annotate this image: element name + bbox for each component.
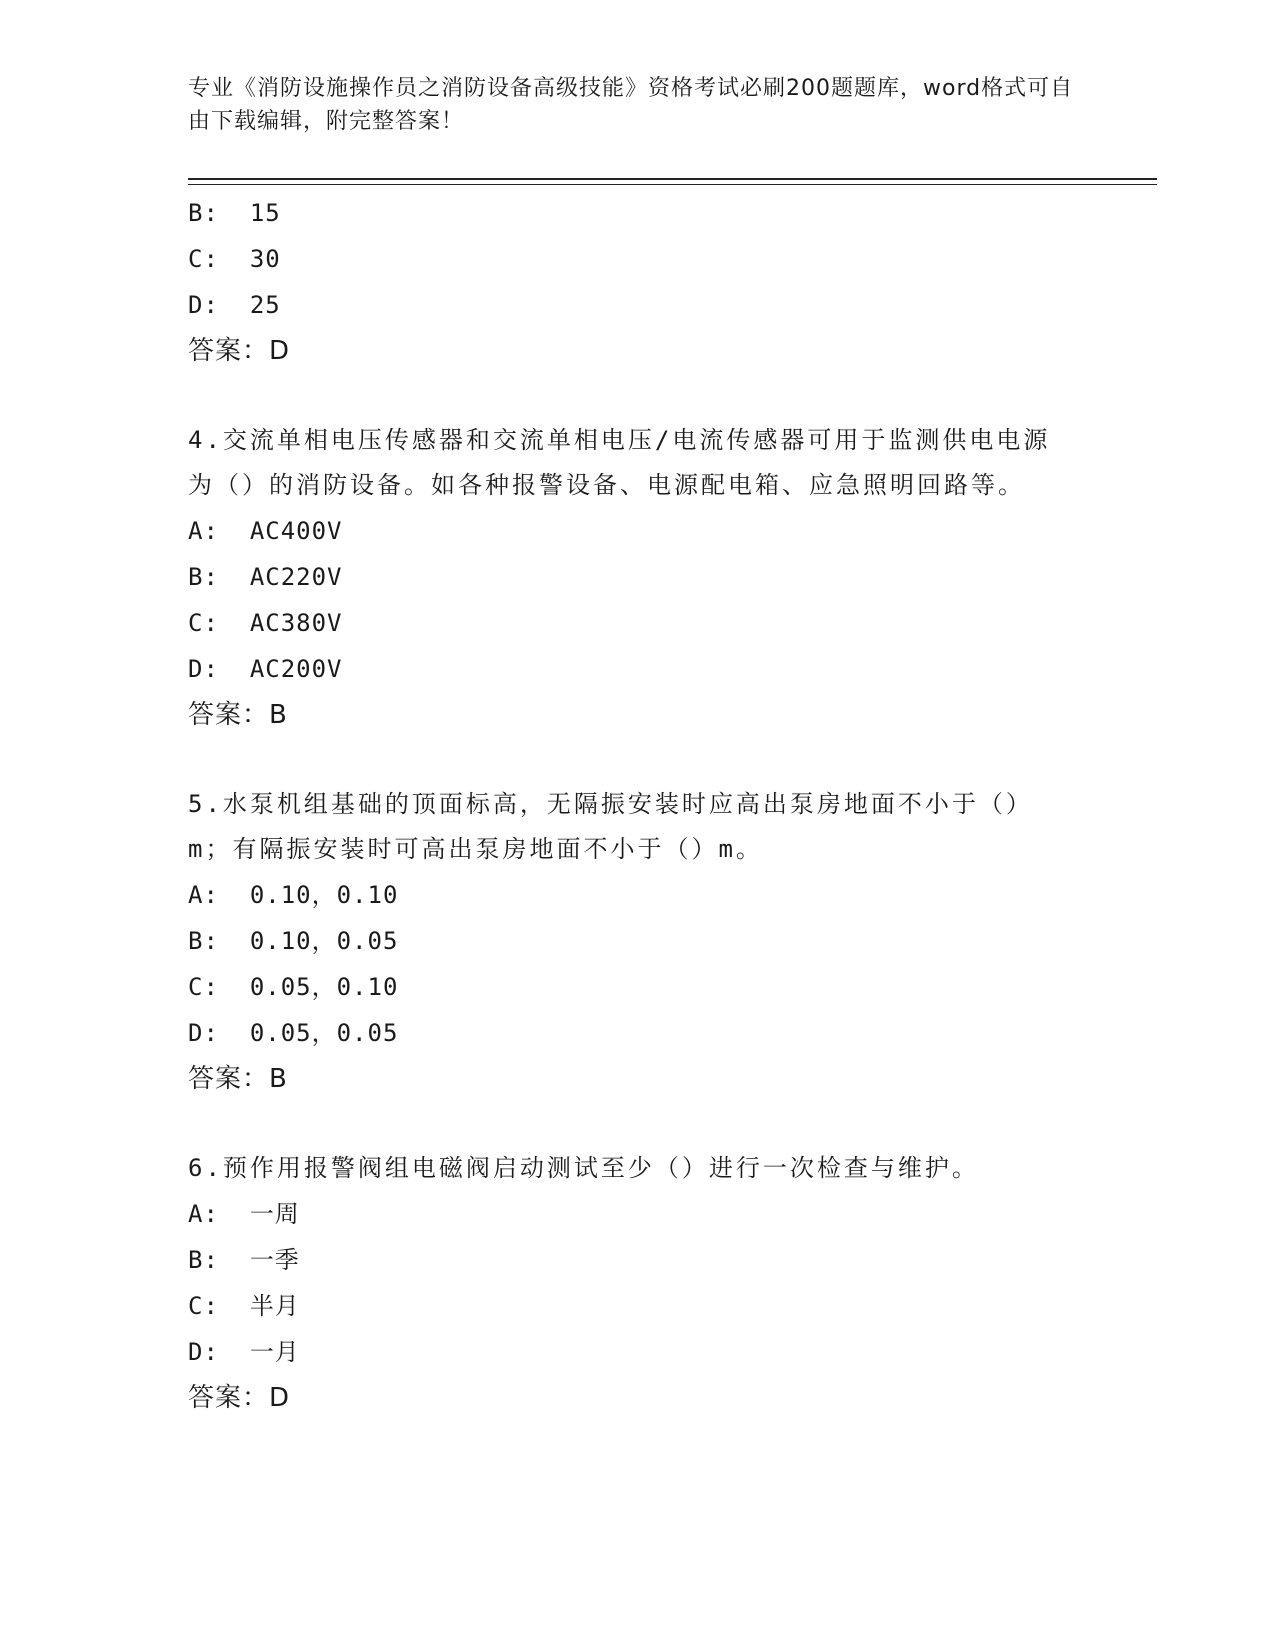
- option-a: A: 一周: [188, 1200, 300, 1228]
- question-list: [188, 190, 1088, 1421]
- answer-line: 答案：B: [188, 700, 288, 730]
- option-c: C: 半月: [188, 1292, 300, 1320]
- question-5: [188, 782, 1088, 1102]
- option-b: B: 一季: [188, 1246, 300, 1274]
- option-b: B: 0.10，0.05: [188, 927, 399, 955]
- header-rule-thick: [188, 178, 1157, 180]
- answer-line: 答案：B: [188, 1064, 288, 1094]
- header-rule-thin: [188, 184, 1157, 185]
- question-4: [188, 418, 1088, 738]
- question-6: [188, 1146, 1088, 1421]
- option-d: D: 一月: [188, 1338, 300, 1366]
- option-d: D: 0.05，0.05: [188, 1019, 399, 1047]
- question-stem: 6.预作用报警阀组电磁阀启动测试至少（）进行一次检查与维护。: [188, 1154, 979, 1182]
- option-a: A: 0.10，0.10: [188, 881, 399, 909]
- question-stem: 4.交流单相电压传感器和交流单相电压/电流传感器可用于监测供电电源为（）的消防设备。如各种报警设备、电源配电箱、应急照明回路等。: [188, 426, 1051, 499]
- document-header: 专业《消防设施操作员之消防设备高级技能》资格考试必刷200题题库，word格式可自由下载编辑，附完整答案！: [188, 76, 1074, 134]
- option-c: C: AC380V: [188, 609, 343, 637]
- question-stem: 5.水泵机组基础的顶面标高，无隔振安装时应高出泵房地面不小于（）m；有隔振安装时可高出泵房地面不小于（）m。: [188, 790, 1033, 863]
- option-b: B: AC220V: [188, 563, 343, 591]
- option-b: B: 15: [188, 199, 281, 227]
- option-c: C: 0.05，0.10: [188, 973, 399, 1001]
- answer-line: 答案：D: [188, 336, 291, 366]
- option-d: D: AC200V: [188, 655, 343, 683]
- option-a: A: AC400V: [188, 517, 343, 545]
- option-d: D: 25: [188, 291, 281, 319]
- option-c: C: 30: [188, 245, 281, 273]
- previous-question-tail: [188, 190, 1088, 374]
- answer-line: 答案：D: [188, 1383, 291, 1413]
